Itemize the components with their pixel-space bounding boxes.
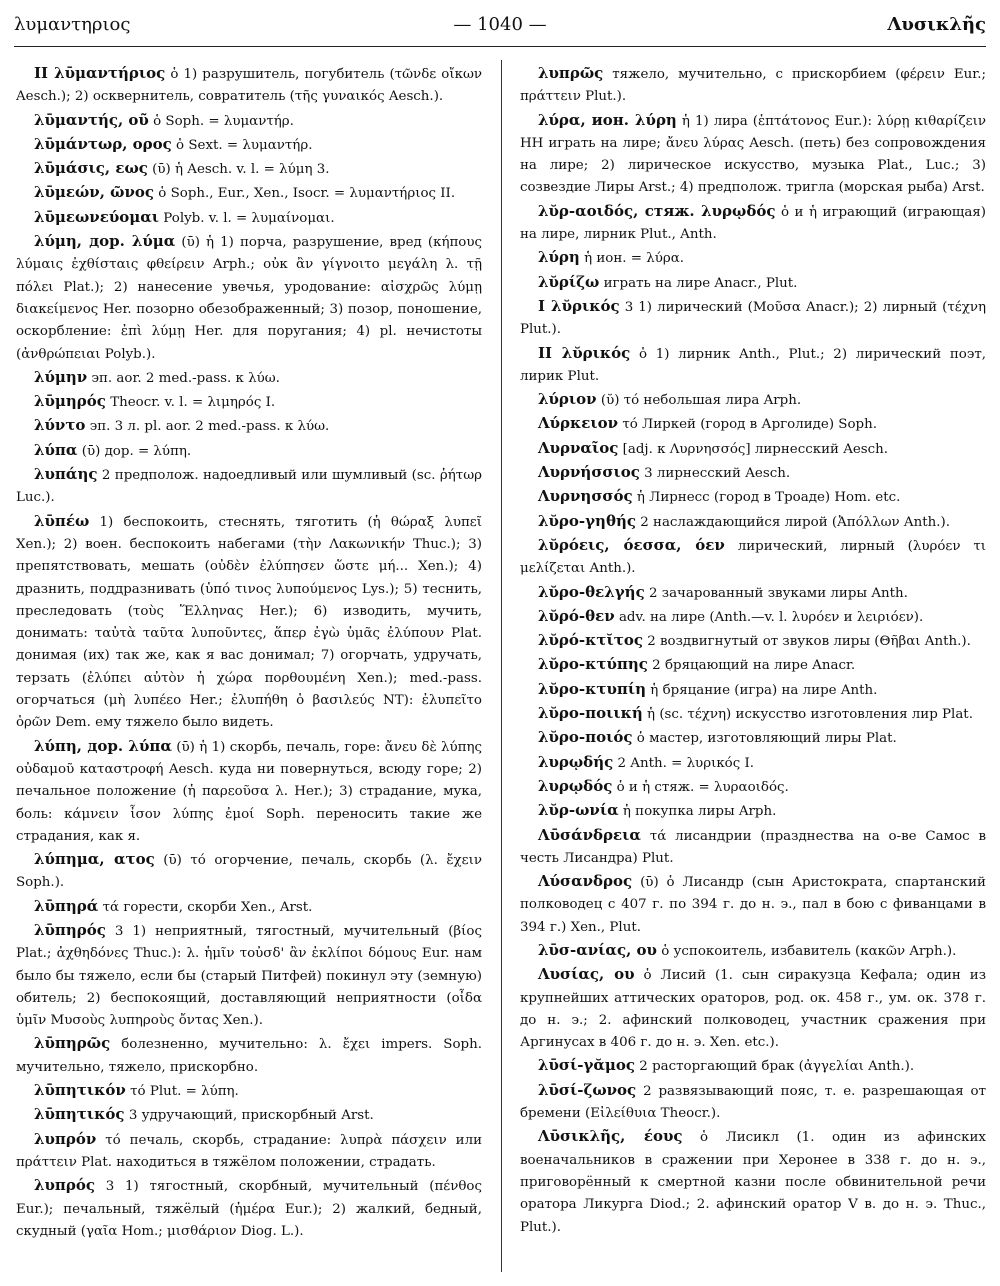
entry-definition: 2 Anth. = λυρικός I. (617, 755, 755, 771)
dictionary-entry (520, 437, 986, 461)
entry-headword: λῡμαντής, οῦ (34, 110, 149, 129)
dictionary-entry (520, 824, 986, 871)
dictionary-entry (520, 200, 986, 247)
entry-definition: [adj. к Λυρνησσός] лирнесский Aesch. (622, 441, 889, 457)
entry-definition: adv. на лире (Anth.—v. l. λυρόεν и λειριόεν). (618, 609, 924, 625)
dictionary-entry (520, 775, 986, 799)
dictionary-entry (520, 870, 986, 939)
entry-definition: тяжело, мучительно, с прискорбием (φέρειν Eur.; πράττειν Plut.). (520, 67, 986, 105)
entry-headword: λῡμεών, ῶνος (34, 183, 154, 202)
dictionary-entry (520, 62, 986, 109)
entry-headword: λῠρίζω (538, 272, 600, 291)
entry-headword: λυπρόν (34, 1129, 97, 1148)
dictionary-entry (520, 342, 986, 389)
entry-definition: (ῡ) ἡ 1) порча, разрушение, вред (κήπους λύμαις ἐχθίσταις φθείρειν Arph.; οὐκ ἂν γίγνοιτο μεγάλη λ. τῇ πόλει Plat.); 2) нанесение увечья, уродование: αἰσχρῶς λύμῃ διακείμενος Her. позорно обезображенный; 3) позор, поношение, оскорбление: ἐπὶ λύμῃ Her. для поругания; 4) pl. нечистоты (ἀνθρώπειαι Polyb.). (16, 235, 482, 362)
entry-headword: λῡμάντωρ, ορος (34, 134, 172, 153)
entry-definition: Polyb. v. l. = λυμαίνομαι. (163, 210, 335, 226)
running-head-left: λυμαντηριος (14, 14, 131, 35)
dictionary-entry (16, 1079, 482, 1103)
entry-headword: λῡπέω (34, 511, 90, 530)
entry-headword: λυπάης (34, 465, 98, 484)
dictionary-entry (520, 271, 986, 295)
dictionary-entry (16, 133, 482, 157)
entry-definition: 2 зачарованный звуками лиры Anth. (648, 585, 908, 601)
dictionary-entry (520, 702, 986, 726)
left-column (16, 62, 482, 1272)
entry-headword: λῡσί-ζωνος (538, 1080, 637, 1099)
entry-definition: τό печаль, скорбь, страдание: λυπρὰ πάσχειν или πράττειν Plat. находиться в тяжёлом положении, страдать. (16, 1132, 482, 1170)
dictionary-entry (520, 629, 986, 653)
dictionary-entry (16, 390, 482, 414)
entry-definition: ὁ 1) лирник Anth., Plut.; 2) лирический поэт, лирик Plut. (520, 346, 986, 384)
entry-definition: (ῡ) ἡ Aesch. v. l. = λύμη 3. (152, 162, 330, 178)
dictionary-entry (520, 109, 986, 200)
dictionary-entry (520, 485, 986, 509)
entry-headword: λύντο (34, 416, 86, 435)
entry-headword: Λυρναῖος (538, 438, 619, 457)
entry-definition: τά лисандрии (празднества на о-ве Самос в честь Лисандра) Plut. (520, 828, 986, 866)
entry-headword: λύπη, дор. λύπα (34, 736, 172, 755)
entry-headword: λῠρο-ποιική (538, 704, 643, 723)
entry-headword: λῠρο-γηθής (538, 511, 636, 530)
entry-definition: 1) беспокоить, стеснять, тяготить (ἡ θώραξ λυπεῖ Xen.); 2) воен. беспокоить набегами (τὴν Λακωνικήν Thuc.); 3) препятствовать, мешать (οὐδὲν ἐλύπησεν ὥστε μή... Xen.); 4) дразнить, поддразнивать (ὑπό τινος λυπούμενος Lys.); 5) теснить, преследовать (τοὺς Ἕλληνας Her.); 6) изводить, мучить, донимать: ταὐτὰ ταῦτα λυποῦντες, ἅπερ ἐγὼ ὑμᾶς ἐλύπουν Plat. донимая (их) так же, как я вас донимал; 7) огорчать, удручать, терзать (ἐλύπει αὐτὸν ἡ χώρα πορθουμένη Xen.); med.-pass. огорчаться (μὴ λυπέεο Her.; ἐλυπήθη ὁ βασιλεύς NT): ἐλυπεῖτο ὁρῶν Dem. ему тяжело было видеть. (16, 514, 482, 731)
entry-definition: ἡ 1) лира (ἑπτάτονος Eur.): λύρῃ κιθαρίζειν HH играть на лире; ἄνευ λύρας Aesch. (петь) без сопровождения на лире; 2) лирическое искусство, музыка Plat., Luc.; 3) созвездие Лиры Arst.; 4) предполож. тригла (морская рыба) Arst. (520, 113, 986, 196)
entry-definition: ὁ мастер, изготовляющий лиры Plat. (636, 731, 897, 747)
entry-definition: 3 1) лирический (Μοῦσα Anacr.); 2) лирный (τέχνη Plut.). (520, 299, 986, 338)
dictionary-entry (16, 895, 482, 919)
dictionary-entry (520, 295, 986, 342)
dictionary-entry (520, 1125, 986, 1238)
right-column (520, 62, 986, 1272)
entry-definition: ὁ 1) разрушитель, погубитель (τῶνδε οἴκων Aesch.); 2) осквернитель, совратитель (τῆς γυναικός Aesch.). (16, 67, 482, 105)
entry-definition: τό Лиркей (город в Арголиде) Soph. (622, 417, 877, 433)
dictionary-entry (520, 653, 986, 677)
entry-headword: λύπημα, ατος (34, 850, 155, 869)
entry-headword: λῠρό-θεν (538, 606, 615, 625)
dictionary-entry (16, 109, 482, 133)
entry-definition: ἡ ион. = λύρα. (584, 251, 685, 267)
dictionary-entry (16, 230, 482, 366)
entry-headword: λύμην (34, 367, 88, 386)
dictionary-entry (520, 939, 986, 963)
entry-definition: ὁ Soph., Eur., Xen., Isocr. = λυμαντήριος II. (158, 186, 456, 202)
dictionary-entry (16, 157, 482, 181)
entry-definition: (ῡ) ἡ 1) скорбь, печаль, горе: ἄνευ δὲ λύπης οὐδαμοῦ καταστροφή Aesch. куда ни повернуться, всюду горе; 2) печальное положение (ἡ παρεοῦσα λ. Her.); 3) страдание, мука, боль: κάμνειν ἶσον λύπης ἐμοί Soph. переносить такие же страдания, как я. (16, 739, 482, 844)
dictionary-entry (16, 510, 482, 735)
entry-definition: 3 удручающий, прискорбный Arst. (128, 1108, 374, 1124)
entry-headword: II λῡμαντήριος (34, 64, 166, 82)
entry-headword: λῡπηρά (34, 896, 99, 915)
header-rule (14, 46, 986, 47)
entry-definition: ὁ Лисий (1. сын сиракузца Кефала; один из крупнейших аттических ораторов, род. ок. 458 г., ум. ок. 378 г. до н. э.; 2. афинский полководец, участник сражения при Аргинусах в 406 г. до н. э. Xen. etc.). (520, 968, 986, 1051)
entry-definition: лирический, лирный (λυρόεν τι μελίζεται Anth.). (520, 538, 986, 577)
entry-headword: λύρη (538, 248, 580, 267)
entry-headword: λυπρός (34, 1176, 96, 1195)
entry-definition: 2 расторгающий брак (ἀγγελίαι Anth.). (639, 1059, 915, 1075)
entry-headword: Λύρκειον (538, 414, 619, 433)
entry-headword: λῡπηρῶς (34, 1034, 111, 1053)
entry-headword: λύμη, дор. λύμα (34, 232, 176, 251)
dictionary-entry (16, 62, 482, 109)
entry-headword: λύρα, ион. λύρη (538, 110, 677, 129)
dictionary-entry (16, 181, 482, 205)
entry-headword: λυρῳδής (538, 752, 614, 771)
dictionary-entry (16, 1128, 482, 1175)
entry-headword: λῠρο-ποιός (538, 728, 633, 747)
dictionary-entry (520, 963, 986, 1054)
dictionary-entry (16, 919, 482, 1032)
entry-definition: ὁ успокоитель, избавитель (κακῶν Arph.). (661, 943, 957, 959)
entry-definition: 2 предполож. надоедливый или шумливый (sc. ῥήτωρ Luc.). (16, 468, 482, 506)
dictionary-entry (16, 1032, 482, 1079)
entry-definition: ὁ Sext. = λυμαντήρ. (176, 137, 313, 153)
entry-definition: ἡ бряцание (игра) на лире Anth. (650, 682, 878, 698)
dictionary-entry (520, 246, 986, 270)
entry-definition: ὁ и ἡ стяж. = λυραοιδός. (616, 779, 789, 795)
dictionary-entry (16, 848, 482, 895)
entry-definition: 3 1) тягостный, скорбный, мучительный (πένθος Eur.); печальный, тяжёлый (ἡμέρα Eur.); 2) жалкий, бедный, скудный (γαῖα Hom.; μισθάριον Diog. L.). (16, 1179, 482, 1239)
entry-headword: λυπρῶς (538, 64, 604, 82)
entry-definition: τά горести, скорби Xen., Arst. (102, 899, 313, 915)
entry-definition: 2 наслаждающийся лирой (Ἀπόλλων Anth.). (640, 514, 950, 530)
page-header (14, 14, 986, 40)
dictionary-entry (16, 206, 482, 230)
entry-headword: λῠρόεις, όεσσα, όεν (538, 535, 725, 554)
entry-headword: λῠρο-θελγής (538, 582, 645, 601)
entry-headword: Λῡσικλῆς, έους (538, 1127, 683, 1146)
entry-headword: λῠρο-κτύπης (538, 655, 648, 674)
entry-definition: (ῠ) τό небольшая лира Arph. (600, 393, 802, 409)
dictionary-entry (520, 799, 986, 823)
entry-headword: I λῠρικός (538, 296, 620, 315)
entry-definition: ὁ и ἡ играющий (играющая) на лире, лирник Plut., Anth. (520, 204, 986, 243)
dictionary-entry (16, 1103, 482, 1127)
dictionary-entry (16, 366, 482, 390)
entry-headword: λῡμεωνεύομαι (34, 207, 160, 226)
entry-definition: играть на лире Anacr., Plut. (603, 275, 798, 291)
entry-definition: ἡ (sc. τέχνη) искусство изготовления лир Plat. (647, 707, 973, 723)
dictionary-entry (520, 581, 986, 605)
running-head-right: Λυσικλῆς (887, 14, 986, 35)
entry-headword: λύπα (34, 440, 78, 459)
entry-headword: λῠρ-ωνία (538, 801, 619, 820)
entry-definition: (ῡ) дор. = λύπη. (81, 443, 192, 459)
entry-headword: Λυρνήσσιος (538, 463, 640, 482)
entry-definition: эп. 3 л. pl. aor. 2 med.-pass. к λύω. (89, 419, 330, 435)
dictionary-entry (520, 510, 986, 534)
column-divider (501, 60, 502, 1272)
entry-headword: λῠρ-αοιδός, стяж. λυρῳδός (538, 201, 776, 220)
entry-definition: ἡ покупка лиры Arph. (622, 804, 777, 820)
dictionary-entry (520, 1079, 986, 1126)
dictionary-entry (16, 735, 482, 848)
dictionary-entry (16, 463, 482, 510)
dictionary-entry (520, 1054, 986, 1078)
entry-headword: λῡσί-γᾰμος (538, 1056, 636, 1075)
entry-headword: λῡσ-ανίας, ου (538, 940, 657, 959)
dictionary-entry (520, 412, 986, 436)
entry-headword: λυρῳδός (538, 776, 613, 795)
entry-definition: болезненно, мучительно: λ. ἔχει impers. Soph. мучительно, тяжело, прискорбно. (16, 1037, 482, 1075)
entry-definition: (ῡ) ὁ Лисандр (сын Аристократа, спартанский полководец с 407 г. по 394 г. до н. э., пал в бою с фиванцами в 394 г.) Xen., Plut. (520, 875, 986, 935)
dictionary-entry (520, 461, 986, 485)
entry-headword: λύριον (538, 390, 597, 409)
entry-definition: 2 бряцающий на лире Anacr. (652, 658, 856, 674)
entry-headword: λῡπηρός (34, 920, 106, 939)
entry-definition: 3 лирнесский Aesch. (644, 466, 791, 482)
entry-definition: (ῡ) τό огорчение, печаль, скорбь (λ. ἔχειν Soph.). (16, 853, 482, 891)
entry-definition: ὁ Лисикл (1. один из афинских военачальников в сражении при Херонее в 338 г. до н. э., приговорённый к смертной казни после обвинительной речи оратора Ликурга Diod.; 2. афинский оратор V в. до н. э. Thuc., Plut.). (520, 1130, 986, 1235)
entry-headword: Λυσίας, ου (538, 965, 635, 984)
entry-headword: λῠρό-κτῐτος (538, 631, 643, 650)
entry-definition: эп. aor. 2 med.-pass. к λύω. (91, 370, 280, 386)
entry-headword: Λυρνησσός (538, 487, 633, 506)
entry-headword: λῡπητικός (34, 1105, 125, 1124)
entry-headword: λῡπητικόν (34, 1081, 126, 1100)
entry-headword: Λῡσάνδρεια (538, 825, 641, 844)
page-number: — 1040 — (453, 14, 547, 35)
entry-headword: II λῠρικός (538, 343, 631, 362)
dictionary-entry (520, 678, 986, 702)
entry-definition: 3 1) неприятный, тягостный, мучительный (βίος Plat.; ἀχθηδόνες Thuc.): λ. ἡμῖν τοὐσδ' ἂν ἐκλίποι δόμους Eur. нам было бы тяжело, если бы (старый Питфей) покинул эту (земную) обитель; 2) беспокоящий, доставляющий неприятности (οἶδα ὑμῖν Μυσοὺς λυπηροὺς ὄντας Xen.). (16, 923, 482, 1029)
entry-headword: λῠρο-κτυπίη (538, 679, 647, 698)
dictionary-entry (16, 439, 482, 463)
entry-definition: 2 воздвигнутый от звуков лиры (Θῆβαι Anth.). (647, 634, 971, 650)
dictionary-entry (520, 605, 986, 629)
entry-headword: λῡμηρός (34, 392, 106, 411)
dictionary-entry (16, 1174, 482, 1243)
entry-definition: 2 развязывающий пояс, т. е. разрешающая от бремени (Εἰλείθυια Theocr.). (520, 1083, 986, 1122)
entry-definition: ἡ Лирнесс (город в Троаде) Hom. etc. (636, 490, 901, 506)
entry-headword: Λύσανδρος (538, 872, 633, 891)
entry-headword: λῡμάσις, εως (34, 159, 148, 178)
entry-definition: Theocr. v. l. = λιμηρός I. (110, 395, 276, 411)
dictionary-entry (520, 726, 986, 750)
dictionary-entry (16, 414, 482, 438)
entry-definition: τό Plut. = λύπη. (130, 1084, 239, 1100)
dictionary-entry (520, 388, 986, 412)
dictionary-entry (520, 751, 986, 775)
entry-definition: ὁ Soph. = λυμαντήρ. (153, 113, 294, 129)
dictionary-entry (520, 534, 986, 581)
